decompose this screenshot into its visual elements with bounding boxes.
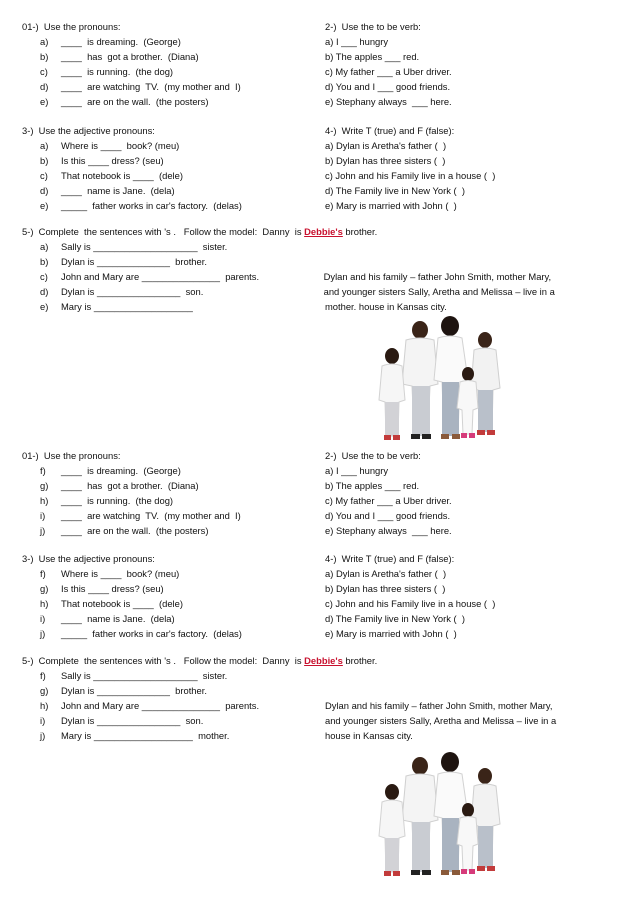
ex5-item: Dylan is ________________ son. [61,715,204,726]
ex4-item: e) Mary is married with John ( ) [325,200,457,211]
ex4-title: 4-) Write T (true) and F (false): [325,125,455,136]
family-text-line: Dylan and his family – father John Smith, mother Mary, [325,700,553,711]
person-father [402,321,438,439]
ex1-title: 01-) Use the pronouns: [22,450,121,461]
ex3-item: Where is ____ book? (meu) [61,140,180,151]
ex1-item: ____ is dreaming. (George) [61,36,181,47]
ex4-item: a) Dylan is Aretha's father ( ) [325,568,447,579]
ex2-item: c) My father ___ a Uber driver. [325,66,452,77]
ex4-item: b) Dylan has three sisters ( ) [325,583,446,594]
ex5-letter: j) [40,730,46,741]
ex1-title: 01-) Use the pronouns: [22,21,121,32]
family-text-line: and younger sisters Sally, Aretha and Melissa – live in a [325,715,557,726]
ex5-item: John and Mary are _______________ parents. [61,700,260,711]
ex4-item: d) The Family live in New York ( ) [325,185,465,196]
ex4-item: e) Mary is married with John ( ) [325,628,457,639]
ex5-title-post: brother. [342,226,378,237]
ex5-model-name: Debbie's [304,655,343,666]
family-text-line: house in Kansas city. [325,730,413,741]
ex3-item: _____ father works in car's factory. (delas) [61,628,242,639]
person-daughter-left [379,784,405,876]
ex2-title: 2-) Use the to be verb: [325,21,421,32]
ex4-title: 4-) Write T (true) and F (false): [325,553,455,564]
ex2-title: 2-) Use the to be verb: [325,450,421,461]
ex3-item: That notebook is ____ (dele) [61,170,183,181]
ex5-item: Dylan is ________________ son. [61,286,204,297]
ex1-letter: b) [40,51,49,62]
ex3-letter: j) [40,628,46,639]
ex1-item: ____ is dreaming. (George) [61,465,181,476]
ex2-item: e) Stephany always ___ here. [325,525,452,536]
ex1-letter: c) [40,66,48,77]
ex4-item: c) John and his Family live in a house ( ) [325,598,496,609]
ex1-item: ____ has got a brother. (Diana) [61,51,199,62]
ex5-title [22,655,377,666]
ex5-letter: f) [40,670,46,681]
ex1-letter: a) [40,36,49,47]
ex5-title-pre: 5-) Complete the sentences with 's . Follow the model: Danny is [22,226,305,237]
ex4-item: d) The Family live in New York ( ) [325,613,465,624]
ex5-title-post: brother. [342,655,378,666]
ex5-item: Sally is ____________________ sister. [61,241,228,252]
ex2-item: c) My father ___ a Uber driver. [325,495,452,506]
ex5-item: Sally is ____________________ sister. [61,670,228,681]
ex5-letter: h) [40,700,49,711]
ex1-item: ____ is running. (the dog) [61,66,174,77]
ex3-letter: e) [40,200,49,211]
ex4-item: a) Dylan is Aretha's father ( ) [325,140,447,151]
ex2-item: e) Stephany always ___ here. [325,96,452,107]
ex3-letter: c) [40,170,48,181]
ex2-item: d) You and I ___ good friends. [325,510,451,521]
ex3-letter: f) [40,568,46,579]
ex5-item: Mary is ___________________ [61,301,193,312]
ex5-letter: i) [40,715,46,726]
ex3-item: ____ name is Jane. (dela) [61,185,175,196]
ex1-letter: i) [40,510,46,521]
ex3-title: 3-) Use the adjective pronouns: [22,553,155,564]
person-daughter-left [379,348,405,440]
ex5-item: Mary is ___________________ mother. [61,730,230,741]
ex3-item: ____ name is Jane. (dela) [61,613,175,624]
ex5-letter: d) [40,286,49,297]
ex4-item: b) Dylan has three sisters ( ) [325,155,446,166]
ex3-letter: g) [40,583,49,594]
ex3-letter: d) [40,185,49,196]
ex1-item: ____ has got a brother. (Diana) [61,480,199,491]
ex1-letter: h) [40,495,49,506]
ex1-item: ____ are on the wall. (the posters) [61,96,209,107]
ex5-item: John and Mary are _______________ parents. [61,271,260,282]
ex1-letter: g) [40,480,49,491]
ex4-item: c) John and his Family live in a house ( ) [325,170,496,181]
ex3-letter: i) [40,613,46,624]
ex5-item: Dylan is ______________ brother. [61,685,207,696]
ex3-item: That notebook is ____ (dele) [61,598,183,609]
ex5-title-pre: 5-) Complete the sentences with 's . Follow the model: Danny is [22,655,305,666]
ex1-letter: j) [40,525,46,536]
ex2-item: a) I ___ hungry [325,465,389,476]
family-photo [372,748,514,880]
family-text-line: Dylan and his family – father John Smith, mother Mary, [321,271,552,282]
ex1-letter: d) [40,81,49,92]
ex3-letter: h) [40,598,49,609]
ex3-item: Is this ____ dress? (seu) [61,583,164,594]
ex3-item: Where is ____ book? (meu) [61,568,180,579]
ex1-item: ____ are watching TV. (my mother and I) [61,510,241,521]
ex1-letter: f) [40,465,46,476]
ex3-item: Is this ____ dress? (seu) [61,155,164,166]
ex2-item: d) You and I ___ good friends. [325,81,451,92]
ex5-letter: a) [40,241,49,252]
ex5-model-name: Debbie's [304,226,343,237]
ex2-item: b) The apples ___ red. [325,480,420,491]
ex3-letter: b) [40,155,49,166]
ex5-letter: b) [40,256,49,267]
ex5-letter: c) [40,271,48,282]
ex5-letter: g) [40,685,49,696]
ex1-letter: e) [40,96,49,107]
ex5-title [22,226,377,237]
ex2-item: b) The apples ___ red. [325,51,420,62]
family-text-line: mother. house in Kansas city. [325,301,447,312]
ex3-letter: a) [40,140,49,151]
person-father [402,757,438,875]
ex3-item: _____ father works in car's factory. (delas) [61,200,242,211]
ex1-item: ____ is running. (the dog) [61,495,174,506]
ex1-item: ____ are watching TV. (my mother and I) [61,81,241,92]
family-photo [372,312,514,444]
ex3-title: 3-) Use the adjective pronouns: [22,125,155,136]
family-text-line: and younger sisters Sally, Aretha and Melissa – live in a [321,286,555,297]
ex5-letter: e) [40,301,49,312]
ex5-item: Dylan is ______________ brother. [61,256,207,267]
ex1-item: ____ are on the wall. (the posters) [61,525,209,536]
ex2-item: a) I ___ hungry [325,36,389,47]
